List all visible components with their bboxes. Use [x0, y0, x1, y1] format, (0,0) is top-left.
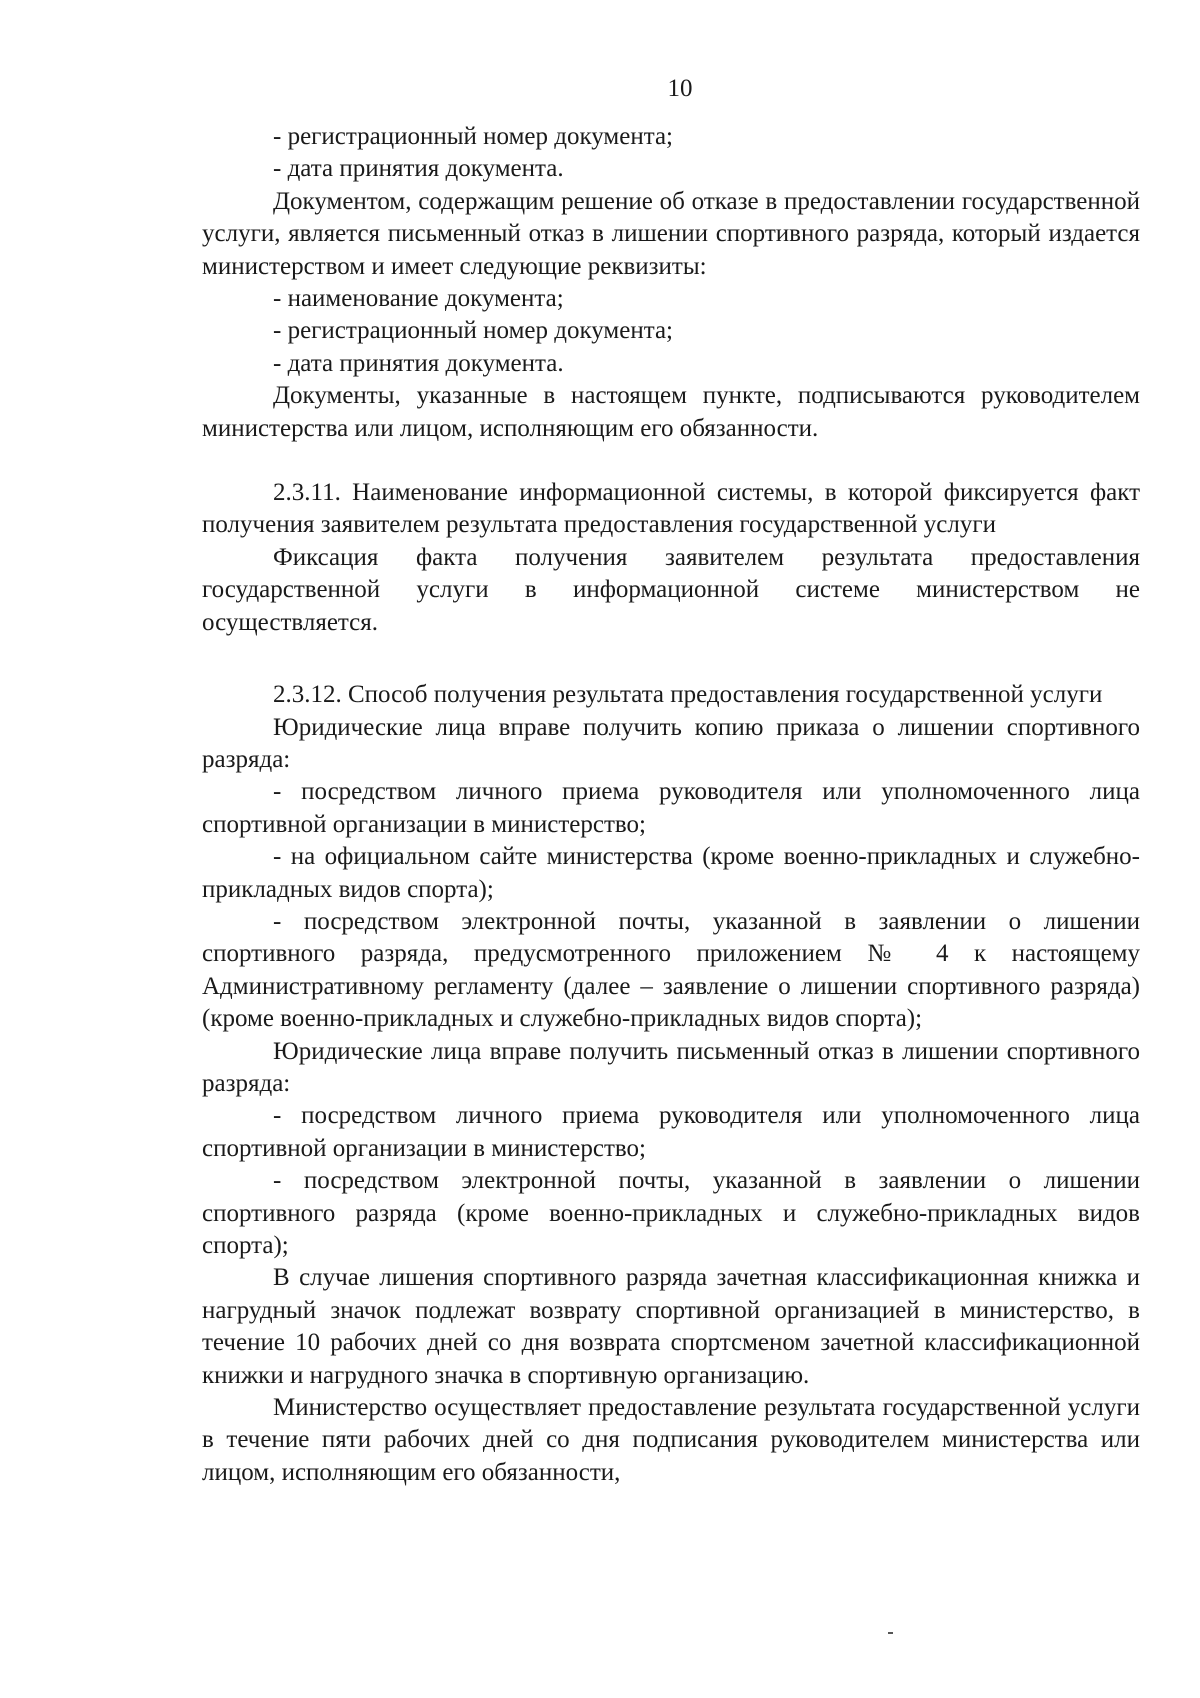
- list-item-adoption-date-2: - дата принятия документа.: [273, 349, 564, 377]
- list-item-email-2: - посредством электронной почты, указанной в заявлении о лишении спортивного разряда (кроме военно-прикладных и служебно-прикладных видов спорта);: [202, 1167, 1140, 1259]
- paragraph-result-delivery: Министерство осуществляет предоставление результата государственной услуги в течение пяти рабочих дней со дня подписания руководителем министерства или лицом, исполняющим его обязанности,: [202, 1394, 1140, 1486]
- list-item-registration-number: - регистрационный номер документа;: [273, 123, 673, 150]
- paragraph-written-refusal: Юридические лица вправе получить письменный отказ в лишении спортивного разряда:: [202, 1037, 1140, 1097]
- section-heading-2-3-12: 2.3.12. Способ получения результата предоставления государственной услуги: [273, 681, 1103, 709]
- paragraph-badge-return: В случае лишения спортивного разряда зачетная классификационная книжка и нагрудный значок подлежат возврату спортивной организацией в министерство, в течение 10 рабочих дней со дня возврата спортсменом зачетной классификационной книжки и нагрудного значка в спортивную организацию.: [202, 1264, 1140, 1389]
- list-item-document-name: - наименование документа;: [273, 285, 564, 313]
- document-body: [202, 121, 1140, 1489]
- paragraph-signing: Документы, указанные в настоящем пункте, подписываются руководителем министерства или лицом, исполняющим его обязанности.: [202, 382, 1140, 442]
- list-item-personal-reception: - посредством личного приема руководителя или уполномоченного лица спортивной организации в министерство;: [202, 778, 1140, 838]
- scan-speck: [888, 1632, 893, 1634]
- list-item-registration-number-2: - регистрационный номер документа;: [273, 317, 673, 345]
- page-number: 10: [667, 75, 693, 102]
- section-heading-2-3-11: 2.3.11. Наименование информационной системы, в которой фиксируется факт получения заявителем результата предоставления государственной услуги: [202, 479, 1140, 539]
- list-item-adoption-date: - дата принятия документа.: [273, 155, 564, 183]
- list-item-personal-reception-2: - посредством личного приема руководителя или уполномоченного лица спортивной организации в министерство;: [202, 1102, 1140, 1162]
- list-item-official-site: - на официальном сайте министерства (кроме военно-прикладных и служебно-прикладных видов спорта);: [202, 843, 1140, 903]
- paragraph-refusal-document: Документом, содержащим решение об отказе в предоставлении государственной услуги, является письменный отказ в лишении спортивного разряда, который издается министерством и имеет следующие реквизиты:: [202, 187, 1140, 280]
- list-item-email: - посредством электронной почты, указанной в заявлении о лишении спортивного разряда, предусмотренного приложением № 4 к настоящему Административному регламенту (далее – заявление о лишении спортивного разряда) (кроме военно-прикладных и служебно-прикладных видов спорта);: [202, 907, 1140, 1033]
- paragraph-order-copy: Юридические лица вправе получить копию приказа о лишении спортивного разряда:: [202, 713, 1140, 773]
- paragraph-info-system: Фиксация факта получения заявителем результата предоставления государственной услуги в информационной системе министерством не осуществляется.: [202, 543, 1140, 636]
